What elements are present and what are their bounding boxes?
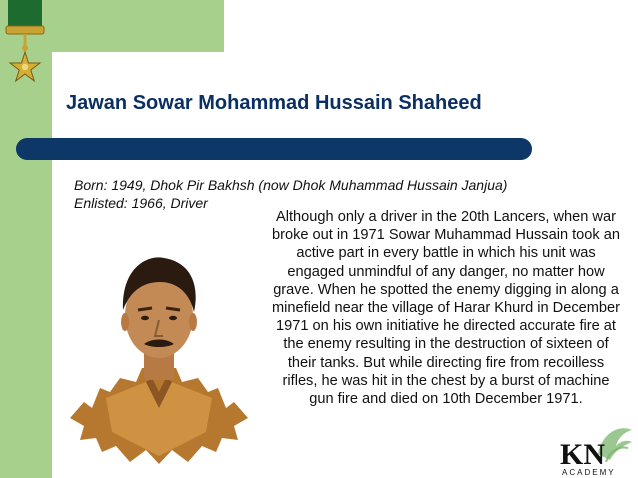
biography-text: Although only a driver in the 20th Lancers, when war broke out in 1971 Sowar Muhammad Hussain took an active part in every battle in which his unit was engaged unmindful of any danger, no matter how grave. When he spotted the enemy digging in along a minefield near the village of Harar Khurd in December 1971 on his own initiative he directed accurate fire at the enemy resulting in the destruction of sixteen of their tanks. But while directing fire from recoilless rifles, he was hit in the chest by a burst of machine gun fire and died on 10th December 1971. [271,209,620,408]
born-line: Born: 1949, Dhok Pir Bakhsh (now Dhok Muhammad Hussain Janjua) [74,177,508,193]
slide-title: Jawan Sowar Mohammad Hussain Shaheed [66,92,482,114]
kn-academy-logo [556,420,636,478]
title-divider-bar [16,138,532,160]
logo-letters: KN [560,438,605,471]
medal-icon [2,0,48,96]
portrait-image [66,232,252,464]
logo-subtitle: ACADEMY [562,468,616,477]
enlisted-line: Enlisted: 1966, Driver [74,195,208,211]
